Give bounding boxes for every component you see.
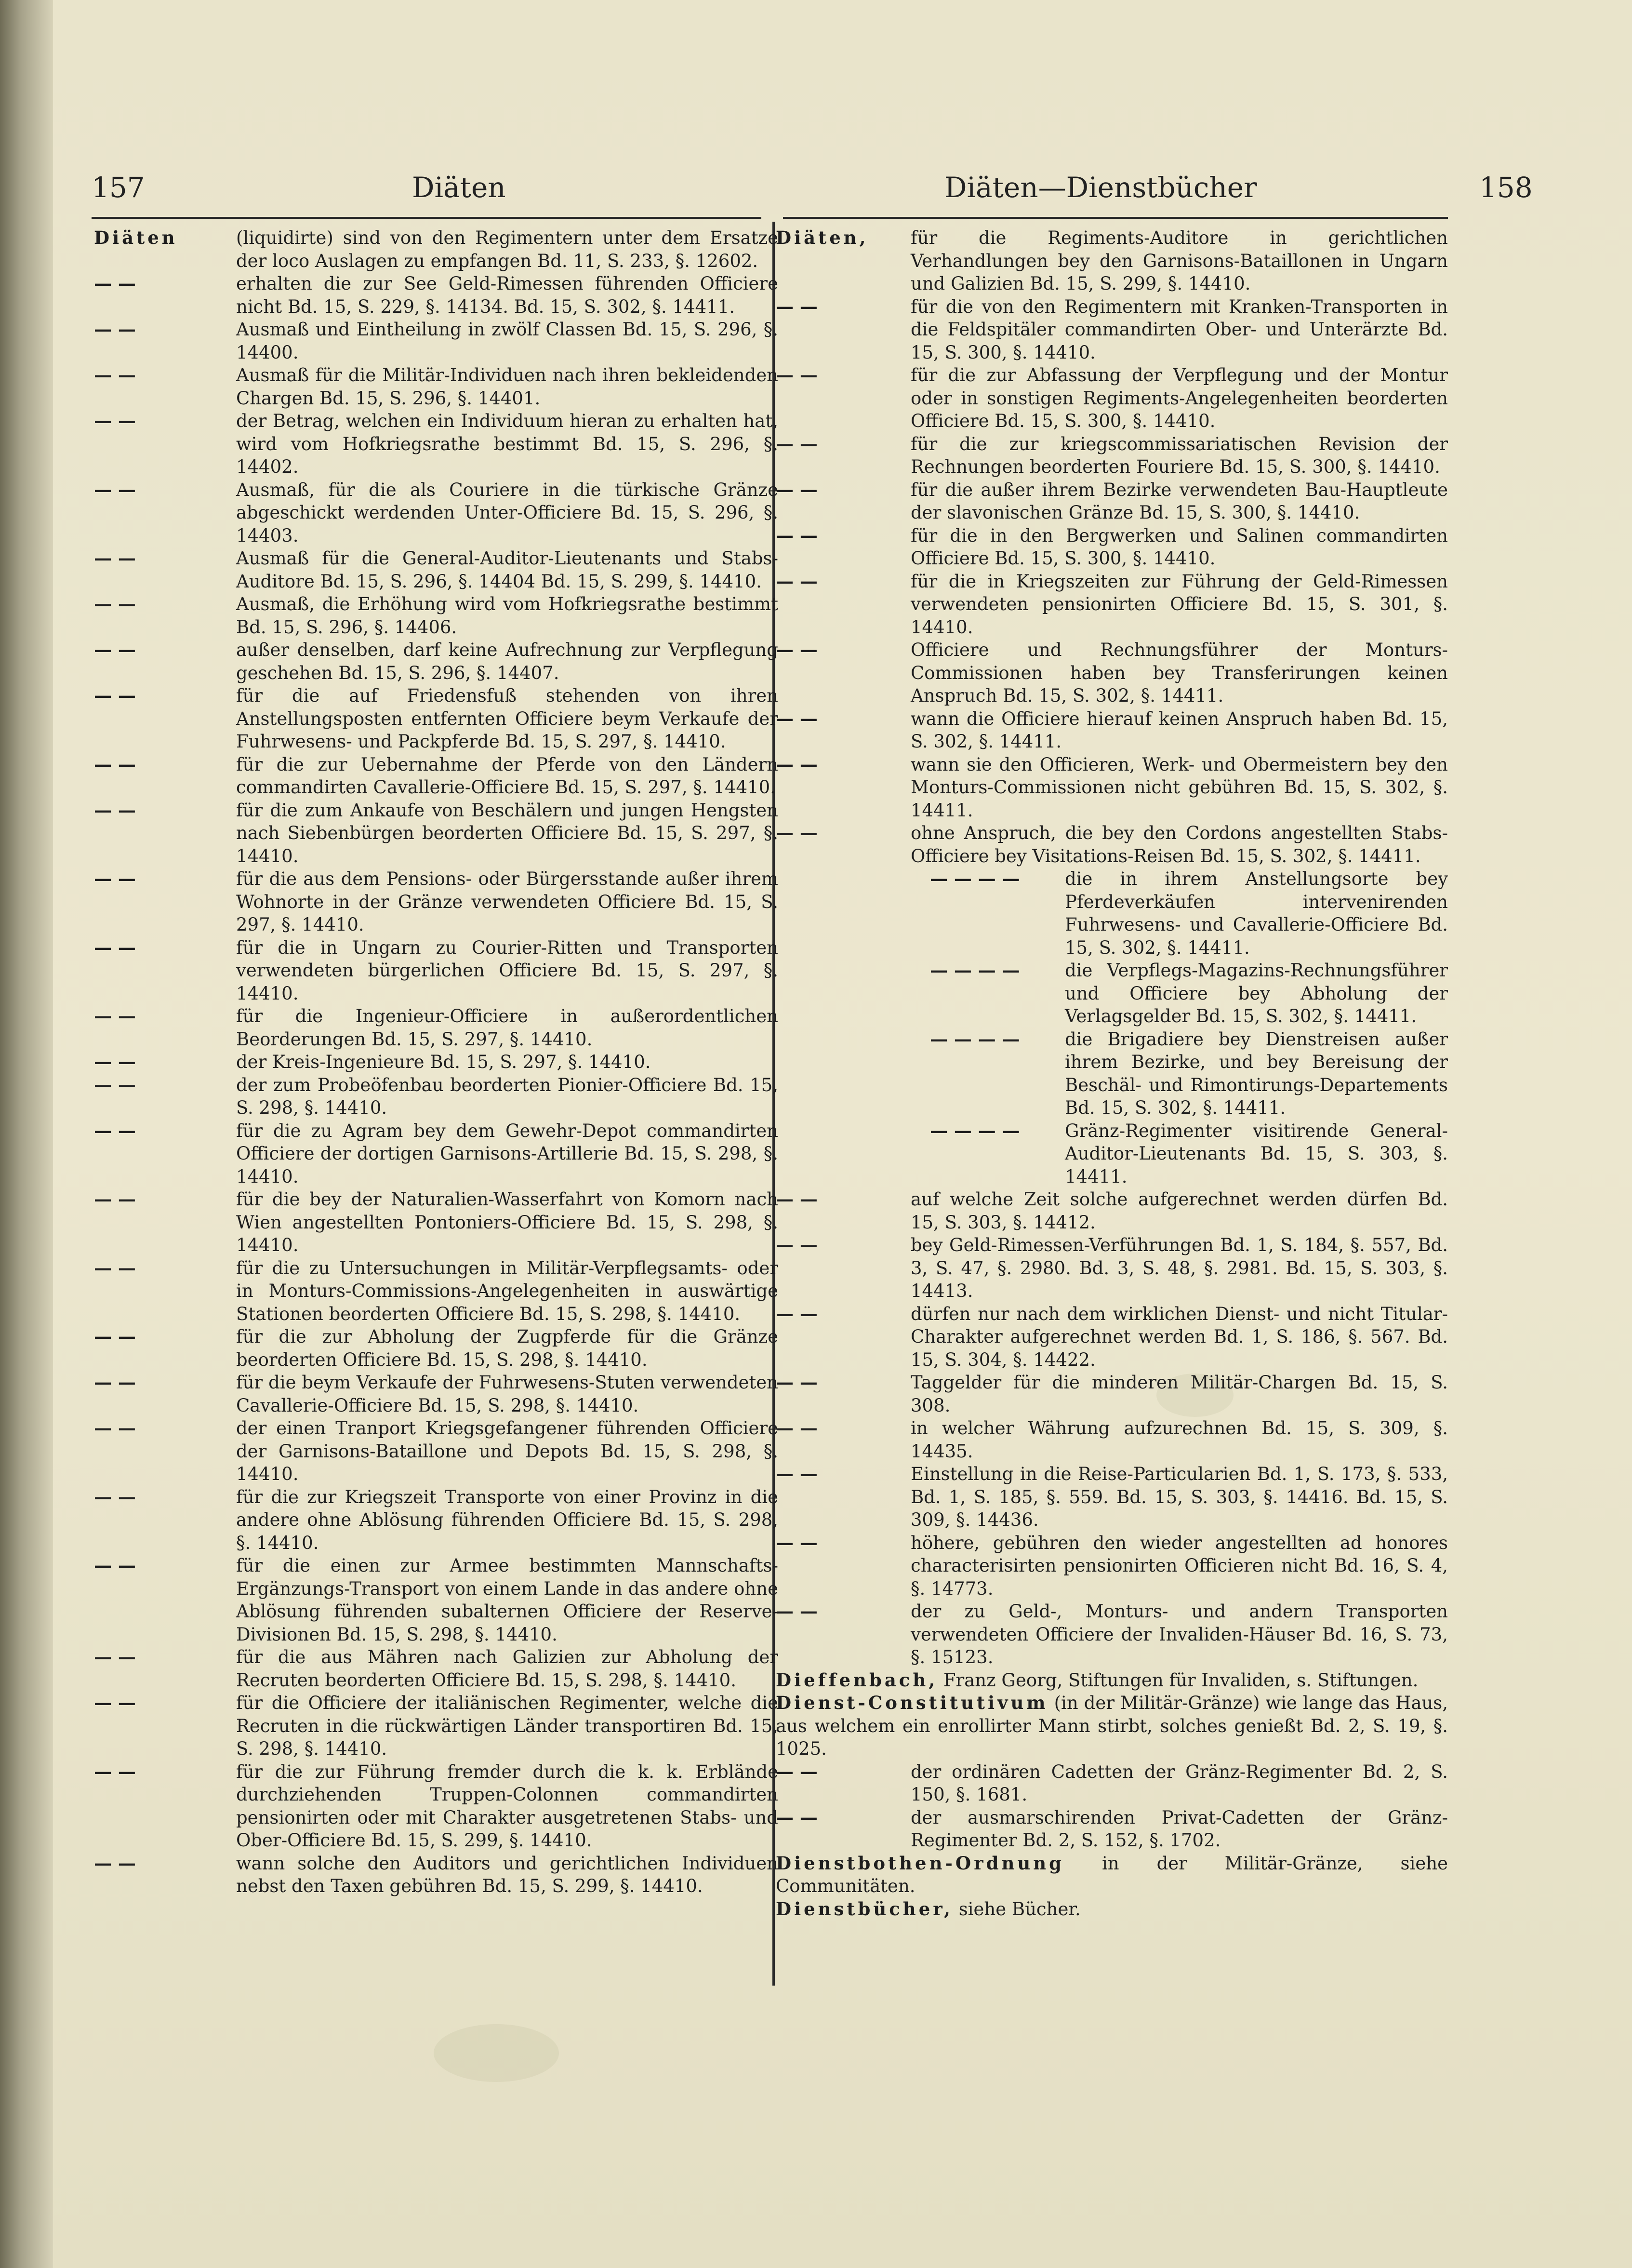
page-header	[92, 171, 1552, 214]
entry-text: Ausmaß, die Erhöhung wird vom Hofkriegsrathe bestimmt Bd. 15, S. 296, §. 14406.	[236, 594, 778, 638]
index-entry	[776, 1600, 1448, 1669]
index-entry	[94, 1005, 778, 1051]
repeat-dash: — —	[776, 524, 818, 546]
index-entry	[94, 272, 778, 318]
repeat-dash: — —	[776, 1372, 818, 1393]
repeat-dash: — —	[776, 295, 818, 317]
index-entry	[94, 1417, 778, 1486]
entry-text: für die aus dem Pensions- oder Bürgersstande außer ihrem Wohnorte in der Gränze verwendeten Officiere Bd. 15, S. 297, §. 14410.	[236, 868, 778, 935]
entry-text: die Brigadiere bey Dienstreisen außer ihrem Bezirke, und bey Bereisung der Beschäl- und Rimontirungs-Departements Bd. 15, S. 302, §. 14411.	[1065, 1028, 1448, 1118]
index-entry	[94, 1257, 778, 1326]
index-entry	[94, 936, 778, 1005]
repeat-dash: — —	[776, 364, 818, 386]
repeat-dash: — —	[94, 639, 136, 660]
index-entry	[776, 707, 1448, 753]
entry-text: Franz Georg, Stiftungen für Invaliden, s. Stiftungen.	[938, 1669, 1419, 1691]
entry-text: für die zur Führung fremder durch die k. k. Erblände durchziehenden Truppen-Colonnen commandirten pensionirten oder mit Charakter ausgetretenen Stabs- und Ober-Officiere Bd. 15, S. 299, §. 14410.	[236, 1761, 778, 1851]
entry-text: für die aus Mähren nach Galizien zur Abholung der Recruten beorderten Officiere Bd. 15, S. 298, §. 14410.	[236, 1647, 778, 1691]
entry-headword: Dienstbücher,	[776, 1898, 953, 1920]
repeat-dash: — —	[94, 1646, 136, 1668]
entry-text: Ausmaß für die General-Auditor-Lieutenants und Stabs-Auditore Bd. 15, S. 296, §. 14404 Bd. 15, S. 299, §. 14410.	[236, 548, 778, 592]
entry-text: dürfen nur nach dem wirklichen Dienst- und nicht Titular-Charakter aufgerechnet werden Bd. 1, S. 186, §. 567. Bd. 15, S. 304, §. 14422.	[911, 1303, 1448, 1370]
index-entry	[94, 227, 778, 272]
repeat-dash: — —	[94, 868, 136, 889]
repeat-dash: — — — —	[930, 868, 1020, 889]
repeat-dash: — —	[776, 1463, 818, 1484]
right-column	[776, 227, 1448, 1921]
index-entry	[776, 1532, 1448, 1601]
entry-text: Ausmaß, für die als Couriere in die türkische Gränze abgeschickt werdenden Unter-Officiere Bd. 15, S. 296, §. 14403.	[236, 479, 778, 546]
entry-text: für die zu Untersuchungen in Militär-Verpflegsamts- oder in Monturs-Commissions-Angelegenheiten in auswärtige Stationen beorderten Officiere Bd. 15, S. 298, §. 14410.	[236, 1257, 778, 1324]
entry-text: für die beym Verkaufe der Fuhrwesens-Stuten verwendeten Cavallerie-Officiere Bd. 15, S. 298, §. 14410.	[236, 1372, 778, 1416]
repeat-dash: — —	[94, 364, 136, 386]
entry-text: die Verpflegs-Magazins-Rechnungsführer und Officiere bey Abholung der Verlagsgelder Bd. 15, S. 302, §. 14411.	[1065, 960, 1448, 1027]
index-entry	[94, 1852, 778, 1898]
entry-text: der Kreis-Ingenieure Bd. 15, S. 297, §. 14410.	[236, 1052, 651, 1072]
book-gutter	[0, 0, 53, 2268]
index-entry	[94, 479, 778, 547]
repeat-dash: — —	[776, 1761, 818, 1782]
entry-text: siehe Bücher.	[953, 1898, 1081, 1920]
running-title-left: Diäten	[412, 171, 506, 204]
index-entry	[94, 753, 778, 799]
entry-text: für die bey der Naturalien-Wasserfahrt von Komorn nach Wien angestellten Pontoniers-Officiere Bd. 15, S. 298, §. 14410.	[236, 1189, 778, 1255]
repeat-dash: — —	[776, 822, 818, 843]
entry-text: Ausmaß für die Militär-Individuen nach ihren bekleidenden Chargen Bd. 15, S. 296, §. 14401.	[236, 365, 778, 409]
entry-text: (in der Militär-Gränze) wie lange das Haus, aus welchem ein enrollirter Mann stirbt, solches genießt Bd. 2, S. 19, §. 1025.	[776, 1693, 1448, 1759]
repeat-dash: — —	[776, 1532, 818, 1553]
repeat-dash: — —	[776, 479, 818, 500]
entry-text: für die außer ihrem Bezirke verwendeten Bau-Hauptleute der slavonischen Gränze Bd. 15, S. 300, §. 14410.	[911, 479, 1448, 523]
index-entry	[776, 1806, 1448, 1852]
header-rule-right	[783, 217, 1448, 219]
repeat-dash: — —	[776, 1303, 818, 1324]
index-entry	[94, 1051, 778, 1074]
page-number-left: 157	[92, 171, 145, 204]
entry-text: für die zur kriegscommissariatischen Revision der Rechnungen beorderten Fouriere Bd. 15, S. 300, §. 14410.	[911, 433, 1448, 477]
index-entry	[94, 593, 778, 639]
index-entry	[776, 1188, 1448, 1234]
repeat-dash: — —	[94, 1486, 136, 1508]
index-entry	[94, 1646, 778, 1692]
running-title-right: Diäten—Dienstbücher	[944, 171, 1257, 204]
entry-text: der einen Tranport Kriegsgefangener führenden Officiere der Garnisons-Bataillone und Depots Bd. 15, S. 298, §. 14410.	[236, 1418, 778, 1484]
entry-text: der zum Probeöfenbau beorderten Pionier-Officiere Bd. 15, S. 298, §. 14410.	[236, 1074, 778, 1118]
entry-headword: Diäten,	[776, 227, 869, 248]
index-entry	[94, 1371, 778, 1417]
entry-headword: Diäten	[94, 227, 178, 248]
index-entry	[94, 1120, 778, 1188]
entry-text: für die Officiere der italiänischen Regimenter, welche die Recruten in die rückwärtigen Länder transportiren Bd. 15, S. 298, §. 14410.	[236, 1693, 778, 1759]
index-entry	[776, 1761, 1448, 1806]
index-entry	[776, 524, 1448, 570]
entry-text: für die auf Friedensfuß stehenden von ihren Anstellungsposten entfernten Officiere beym Verkaufe der Fuhrwesens- und Packpferde Bd. 15, S. 297, §. 14410.	[236, 685, 778, 752]
repeat-dash: — —	[94, 479, 136, 500]
index-entry	[94, 410, 778, 479]
entry-text: außer denselben, darf keine Aufrechnung zur Verpflegung geschehen Bd. 15, S. 296, §. 14407.	[236, 640, 778, 683]
repeat-dash: — —	[94, 410, 136, 431]
entry-text: (liquidirte) sind von den Regimentern unter dem Ersatze der loco Auslagen zu empfangen Bd. 11, S. 233, §. 12602.	[236, 227, 778, 271]
index-entry	[776, 1463, 1448, 1532]
index-entry	[94, 799, 778, 868]
repeat-dash: — —	[94, 685, 136, 706]
index-entry	[94, 1761, 778, 1852]
entry-text: für die zum Ankaufe von Beschälern und jungen Hengsten nach Siebenbürgen beorderten Officiere Bd. 15, S. 297, §. 14410.	[236, 800, 778, 867]
index-entry	[94, 1554, 778, 1646]
index-headword-entry	[776, 1669, 1448, 1692]
index-entry	[776, 1303, 1448, 1372]
index-entry	[776, 1417, 1448, 1463]
repeat-dash: — —	[94, 1417, 136, 1439]
index-entry	[94, 1074, 778, 1120]
entry-text: bey Geld-Rimessen-Verführungen Bd. 1, S. 184, §. 557, Bd. 3, S. 47, §. 2980. Bd. 3, S. 48, §. 2981. Bd. 15, S. 303, §. 14413.	[911, 1235, 1448, 1301]
entry-text: in welcher Währung aufzurechnen Bd. 15, S. 309, §. 14435.	[911, 1418, 1448, 1462]
entry-text: höhere, gebühren den wieder angestellten ad honores characterisirten pensionirten Officieren nicht Bd. 16, S. 4, §. 14773.	[911, 1532, 1448, 1599]
entry-text: für die zur Uebernahme der Pferde von den Ländern commandirten Cavallerie-Officiere Bd. 15, S. 297, §. 14410.	[236, 754, 778, 798]
repeat-dash: — —	[94, 1074, 136, 1095]
repeat-dash: — —	[94, 1257, 136, 1279]
repeat-dash: — —	[94, 273, 136, 294]
entry-text: für die in den Bergwerken und Salinen commandirten Officiere Bd. 15, S. 300, §. 14410.	[911, 525, 1448, 569]
entry-text: für die einen zur Armee bestimmten Mannschafts-Ergänzungs-Transport von einem Lande in das andere ohne Ablösung führenden subalternen Officiere der Reserve-Divisionen Bd. 15, S. 298, §. 14410.	[236, 1555, 778, 1645]
index-entry	[776, 1371, 1448, 1417]
repeat-dash: — —	[776, 707, 818, 729]
index-entry	[776, 959, 1448, 1028]
repeat-dash: — — — —	[930, 1028, 1020, 1050]
entry-text: wann solche den Auditors und gerichtlichen Individuen nebst den Taxen gebühren Bd. 15, S. 299, §. 14410.	[236, 1853, 778, 1896]
repeat-dash: — —	[94, 1555, 136, 1576]
index-entry	[776, 479, 1448, 524]
repeat-dash: — —	[94, 1372, 136, 1393]
index-entry	[776, 1028, 1448, 1120]
entry-text: für die Regiments-Auditore in gerichtlichen Verhandlungen bey den Garnisons-Bataillonen in Ungarn und Galizien Bd. 15, S. 299, §. 14410.	[911, 227, 1448, 294]
index-entry	[776, 822, 1448, 867]
index-entry	[94, 547, 778, 593]
index-headword-entry	[776, 1692, 1448, 1761]
entry-text: Officiere und Rechnungsführer der Monturs-Commissionen haben bey Transferirungen keinen Anspruch Bd. 15, S. 302, §. 14411.	[911, 640, 1448, 706]
entry-text: Ausmaß und Eintheilung in zwölf Classen Bd. 15, S. 296, §. 14400.	[236, 319, 778, 363]
index-entry	[94, 364, 778, 410]
repeat-dash: — —	[776, 433, 818, 454]
index-entry	[776, 227, 1448, 295]
repeat-dash: — —	[94, 319, 136, 340]
repeat-dash: — —	[776, 753, 818, 775]
repeat-dash: — —	[776, 1806, 818, 1828]
index-entry	[94, 1692, 778, 1761]
repeat-dash: — — — —	[930, 1120, 1020, 1141]
index-entry	[94, 1325, 778, 1371]
index-entry	[94, 867, 778, 936]
index-entry	[94, 684, 778, 753]
entry-text: für die in Ungarn zu Courier-Ritten und Transporten verwendeten bürgerlichen Officiere Bd. 15, S. 297, §. 14410.	[236, 937, 778, 1004]
entry-text: für die in Kriegszeiten zur Führung der Geld-Rimessen verwendeten pensionirten Officiere Bd. 15, S. 301, §. 14410.	[911, 571, 1448, 638]
index-entry	[776, 295, 1448, 364]
entry-text: für die zur Abfassung der Verpflegung und der Montur oder in sonstigen Regiments-Angelegenheiten beorderten Officiere Bd. 15, S. 300, §. 14410.	[911, 365, 1448, 431]
repeat-dash: — —	[776, 1234, 818, 1255]
index-headword-entry	[776, 1898, 1448, 1921]
stain	[434, 2024, 559, 2082]
entry-text: für die zur Abholung der Zugpferde für die Gränze beorderten Officiere Bd. 15, S. 298, §. 14410.	[236, 1326, 778, 1370]
repeat-dash: — —	[94, 753, 136, 775]
entry-text: in der Militär-Gränze, siehe Communitäten.	[776, 1853, 1448, 1896]
repeat-dash: — —	[94, 1120, 136, 1141]
repeat-dash: — —	[94, 1051, 136, 1072]
entry-text: ohne Anspruch, die bey den Cordons angestellten Stabs-Officiere bey Visitations-Reisen Bd. 15, S. 302, §. 14411.	[911, 823, 1448, 867]
repeat-dash: — —	[94, 799, 136, 821]
entry-text: Gränz-Regimenter visitirende General-Auditor-Lieutenants Bd. 15, S. 303, §. 14411.	[1065, 1120, 1448, 1187]
entry-text: für die Ingenieur-Officiere in außerordentlichen Beorderungen Bd. 15, S. 297, §. 14410.	[236, 1006, 778, 1050]
entry-headword: Dienst-Constitutivum	[776, 1692, 1048, 1713]
repeat-dash: — —	[776, 1601, 818, 1622]
entry-text: für die zur Kriegszeit Transporte von einer Provinz in die andere ohne Ablösung führenden Officiere Bd. 15, S. 298, §. 14410.	[236, 1486, 778, 1553]
index-entry	[776, 1120, 1448, 1188]
header-rule-left	[92, 217, 761, 219]
entry-headword: Dienstbothen-Ordnung	[776, 1852, 1065, 1874]
index-entry	[776, 1234, 1448, 1303]
entry-text: wann sie den Officieren, Werk- und Obermeistern bey den Monturs-Commissionen nicht gebühren Bd. 15, S. 302, §. 14411.	[911, 754, 1448, 821]
repeat-dash: — —	[94, 1761, 136, 1782]
entry-text: für die von den Regimentern mit Kranken-Transporten in die Feldspitäler commandirten Ober- und Unterärzte Bd. 15, S. 300, §. 14410.	[911, 296, 1448, 363]
entry-text: erhalten die zur See Geld-Rimessen führenden Officiere nicht Bd. 15, S. 229, §. 14134. Bd. 15, S. 302, §. 14411.	[236, 273, 778, 317]
entry-text: der zu Geld-, Monturs- und andern Transporten verwendeten Officiere der Invaliden-Häuser Bd. 16, S. 73, §. 15123.	[911, 1601, 1448, 1668]
repeat-dash: — —	[94, 593, 136, 614]
entry-text: wann die Officiere hierauf keinen Anspruch haben Bd. 15, S. 302, §. 14411.	[911, 708, 1448, 752]
repeat-dash: — —	[94, 1005, 136, 1027]
index-entry	[776, 433, 1448, 479]
repeat-dash: — —	[94, 1852, 136, 1874]
index-headword-entry	[776, 1852, 1448, 1898]
entry-text: der ausmarschirenden Privat-Cadetten der Gränz-Regimenter Bd. 2, S. 152, §. 1702.	[911, 1807, 1448, 1851]
entry-headword: Dieffenbach,	[776, 1669, 938, 1691]
repeat-dash: — —	[94, 1692, 136, 1713]
entry-text: für die zu Agram bey dem Gewehr-Depot commandirten Officiere der dortigen Garnisons-Artillerie Bd. 15, S. 298, §. 14410.	[236, 1120, 778, 1187]
index-entry	[94, 1486, 778, 1555]
page-number-right: 158	[1479, 171, 1533, 204]
index-entry	[776, 639, 1448, 707]
index-entry	[776, 867, 1448, 959]
repeat-dash: — — — —	[930, 960, 1020, 981]
repeat-dash: — —	[94, 1326, 136, 1347]
index-entry	[776, 364, 1448, 433]
repeat-dash: — —	[94, 1188, 136, 1210]
repeat-dash: — —	[776, 570, 818, 592]
index-entry	[776, 570, 1448, 639]
entry-text: Einstellung in die Reise-Particularien Bd. 1, S. 173, §. 533, Bd. 1, S. 185, §. 559. Bd. 15, S. 303, §. 14416. Bd. 15, S. 309, §. 14436.	[911, 1464, 1448, 1530]
repeat-dash: — —	[94, 936, 136, 958]
entry-text: der Betrag, welchen ein Individuum hieran zu erhalten hat, wird vom Hofkriegsrathe bestimmt Bd. 15, S. 296, §. 14402.	[236, 411, 778, 477]
entry-text: Taggelder für die minderen Militär-Chargen Bd. 15, S. 308.	[911, 1372, 1448, 1416]
index-entry	[776, 753, 1448, 822]
repeat-dash: — —	[94, 547, 136, 569]
entry-text: auf welche Zeit solche aufgerechnet werden dürfen Bd. 15, S. 303, §. 14412.	[911, 1189, 1448, 1233]
left-column	[94, 227, 778, 1898]
index-entry	[94, 318, 778, 364]
repeat-dash: — —	[776, 1188, 818, 1210]
repeat-dash: — —	[776, 639, 818, 660]
entry-text: die in ihrem Anstellungsorte bey Pferdeverkäufen intervenirenden Fuhrwesens- und Cavallerie-Officiere Bd. 15, S. 302, §. 14411.	[1065, 868, 1448, 958]
repeat-dash: — —	[776, 1417, 818, 1439]
index-entry	[94, 639, 778, 684]
index-entry	[94, 1188, 778, 1257]
entry-text: der ordinären Cadetten der Gränz-Regimenter Bd. 2, S. 150, §. 1681.	[911, 1761, 1448, 1805]
